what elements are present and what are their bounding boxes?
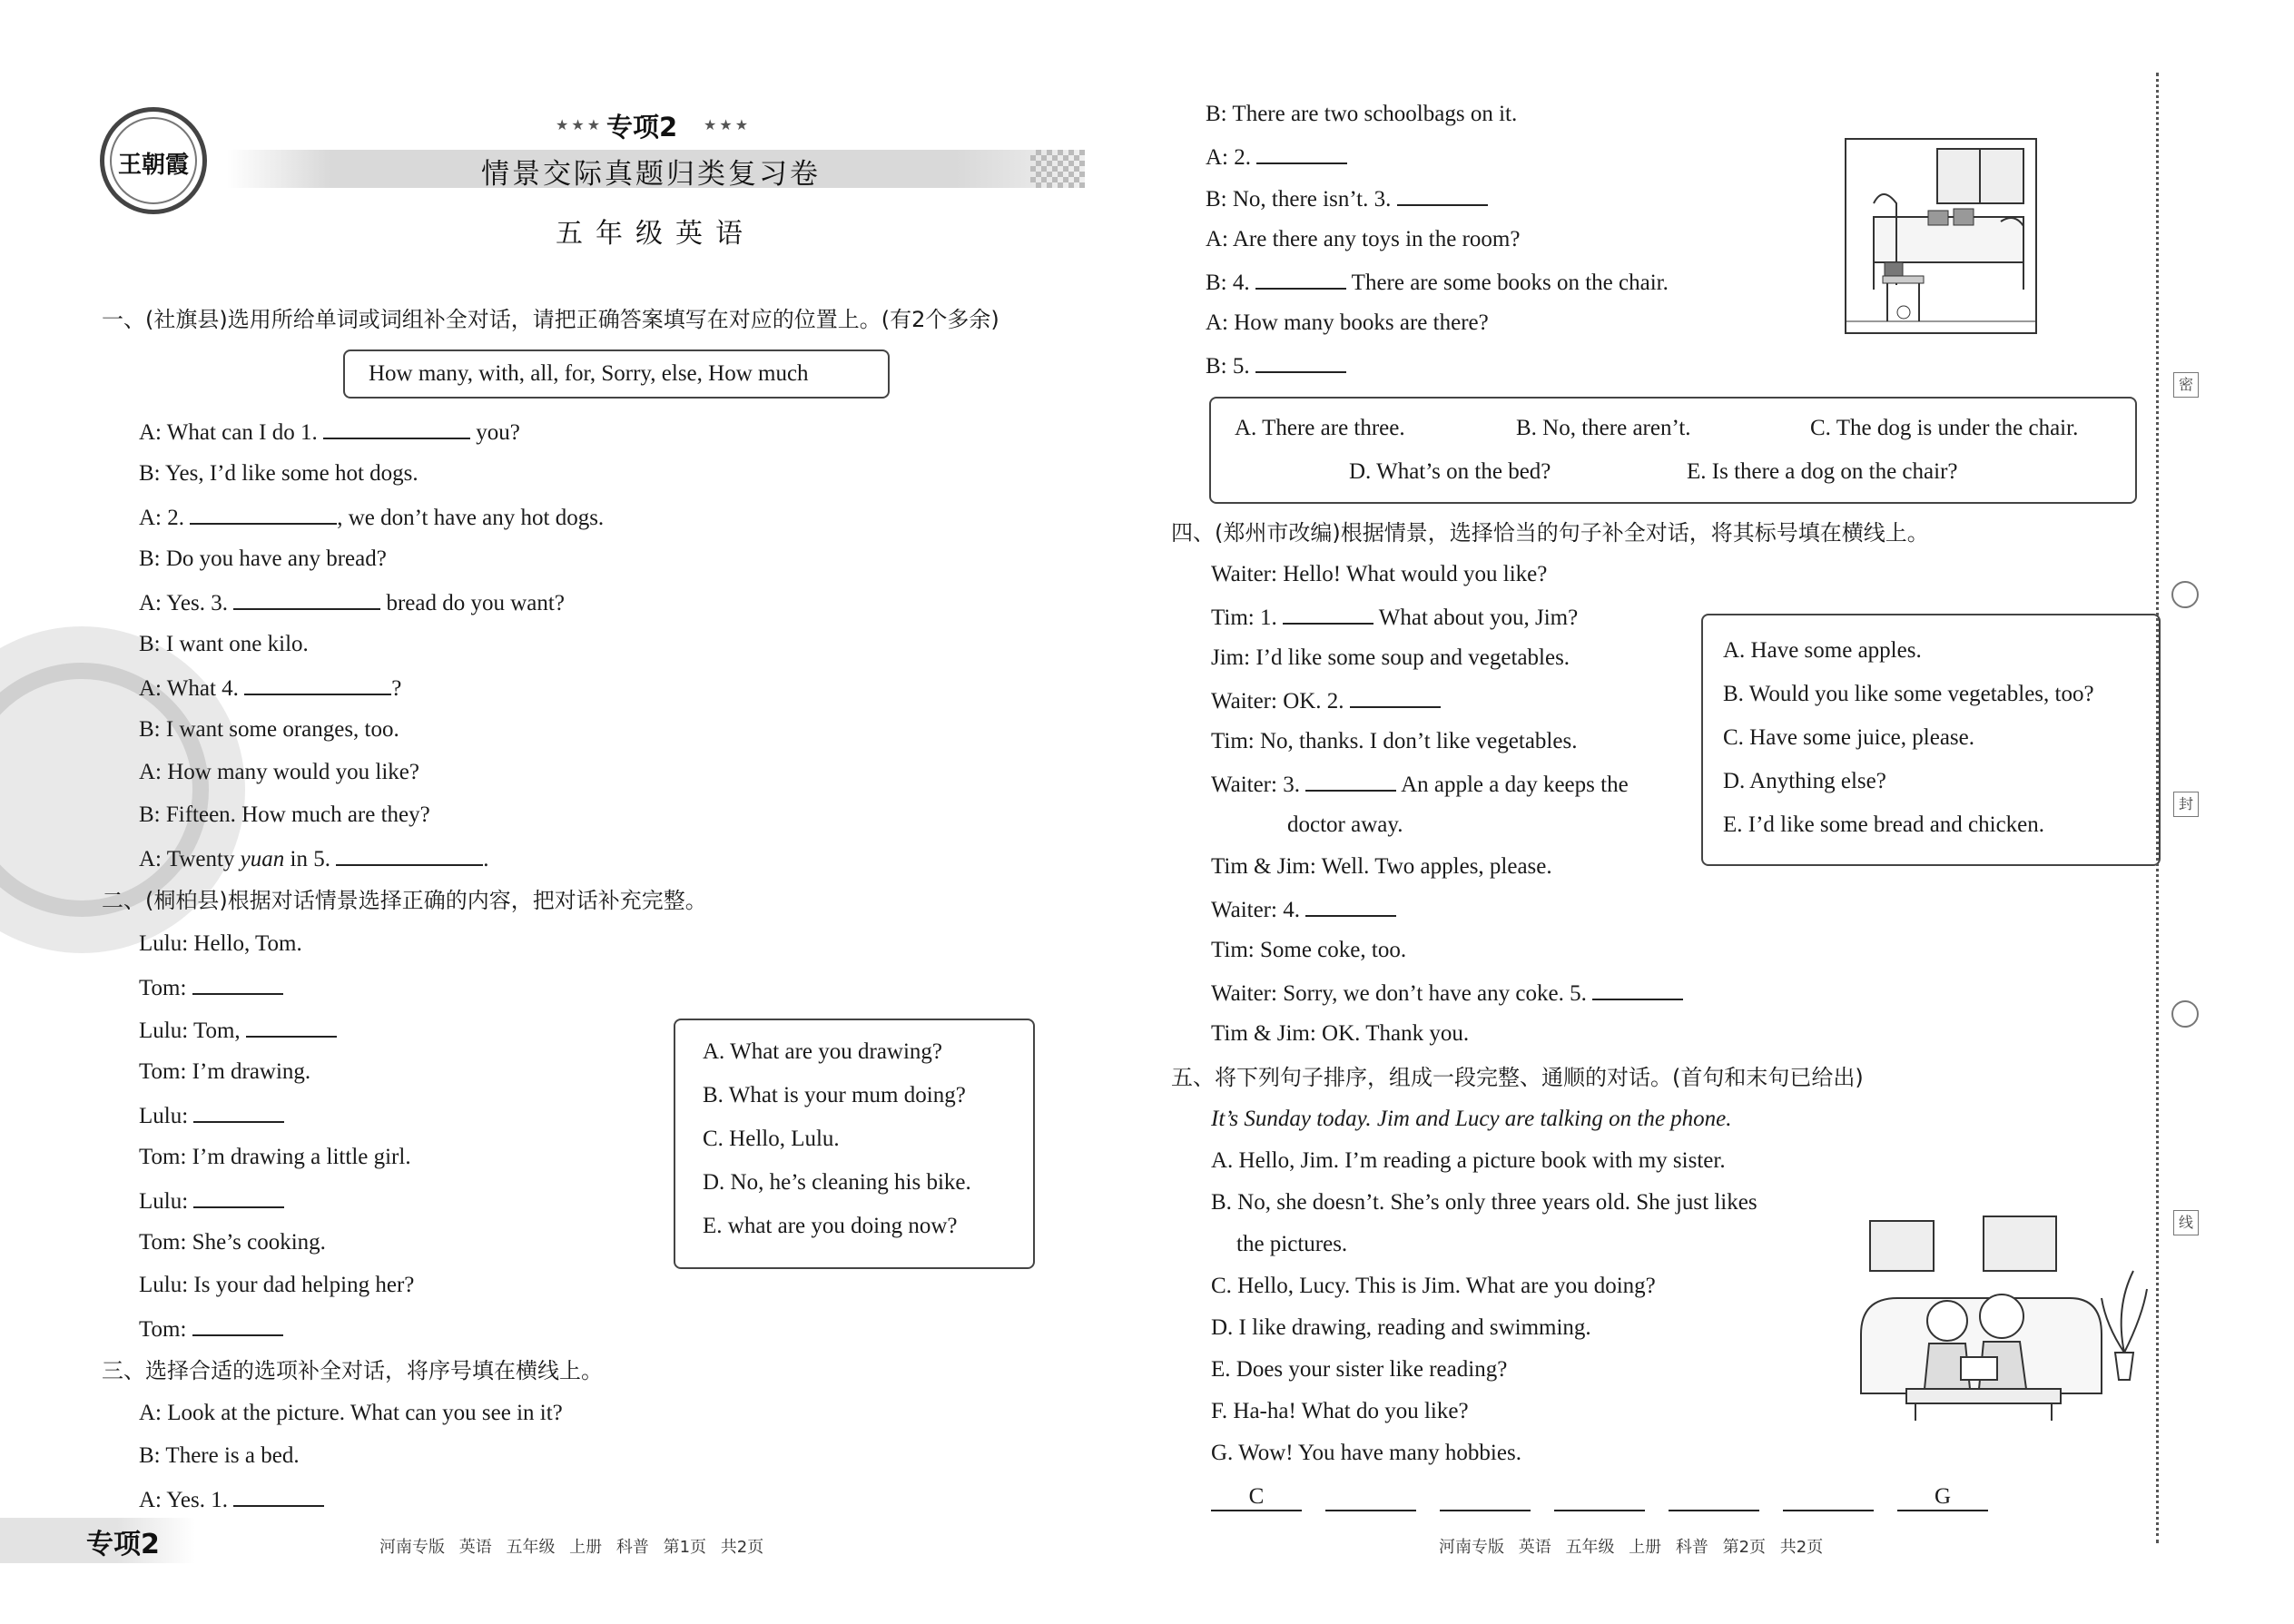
- word-box-text: How many, with, all, for, Sorry, else, How much: [369, 361, 809, 386]
- section2-heading: 二、(桐柏县)根据对话情景选择正确的内容，把对话补充完整。: [102, 888, 707, 913]
- s3-line-1: A: Look at the picture. What can you see in it?: [139, 1401, 563, 1425]
- s1-line-8: B: I want some oranges, too.: [139, 717, 399, 742]
- s2-line-7: Lulu:: [139, 1186, 284, 1216]
- s2-option-a: A. What are you drawing?: [703, 1039, 943, 1064]
- section5-heading: 五、将下列句子排序，组成一段完整、通顺的对话。(首句和末句已给出): [1171, 1065, 1864, 1090]
- blank[interactable]: [233, 1485, 324, 1507]
- s2-option-e: E. what are you doing now?: [703, 1214, 958, 1238]
- brand-logo: [100, 107, 207, 214]
- blank[interactable]: [1350, 686, 1441, 708]
- s3-option-a: A. There are three.: [1235, 416, 1405, 440]
- blank[interactable]: [1256, 143, 1347, 164]
- blank[interactable]: [244, 674, 391, 695]
- page-title: 情景交际真题归类复习卷: [481, 158, 821, 191]
- s5-line-d: D. I like drawing, reading and swimming.: [1211, 1315, 1591, 1340]
- page-subtitle: 五年级英语: [556, 218, 755, 250]
- answer-slot-5[interactable]: [1669, 1484, 1759, 1511]
- s4-line-4: Waiter: OK. 2.: [1211, 686, 1441, 715]
- s1-line-2: B: Yes, I’d like some hot dogs.: [139, 461, 418, 486]
- s5-line-b2: the pictures.: [1236, 1232, 1348, 1256]
- s4-options-box: [1701, 614, 2161, 866]
- s5-line-f: F. Ha-ha! What do you like?: [1211, 1399, 1469, 1423]
- s3-line-4: B: There are two schoolbags on it.: [1206, 102, 1518, 126]
- s3-option-d: D. What’s on the bed?: [1349, 459, 1551, 484]
- s4-line-9: Waiter: 4.: [1211, 895, 1396, 924]
- blank[interactable]: [1305, 770, 1396, 792]
- s4-line-1: Waiter: Hello! What would you like?: [1211, 562, 1548, 586]
- s1-line-3: A: 2. , we don’t have any hot dogs.: [139, 503, 604, 532]
- s2-line-4: Tom: I’m drawing.: [139, 1059, 311, 1084]
- s4-option-c: C. Have some juice, please.: [1723, 725, 1974, 750]
- s2-line-3: Lulu: Tom,: [139, 1016, 337, 1045]
- stars-right: ★★★: [704, 118, 752, 133]
- s5-line-c: C. Hello, Lucy. This is Jim. What are you doing?: [1211, 1274, 1656, 1298]
- blank[interactable]: [233, 588, 380, 610]
- footer-right: 河南专版 英语 五年级 上册 科普 第2页 共2页: [1439, 1538, 1824, 1557]
- s2-line-9: Lulu: Is your dad helping her?: [139, 1273, 415, 1297]
- s3-line-2: B: There is a bed.: [139, 1443, 300, 1468]
- blank[interactable]: [1592, 979, 1683, 1000]
- blank[interactable]: [192, 973, 283, 995]
- answer-slot-7[interactable]: G: [1897, 1484, 1988, 1511]
- s3-line-3: A: Yes. 1.: [139, 1485, 324, 1514]
- s5-intro: It’s Sunday today. Jim and Lucy are talking on the phone.: [1211, 1107, 1732, 1131]
- s4-line-2: Tim: 1. What about you, Jim?: [1211, 603, 1578, 632]
- s5-line-e: E. Does your sister like reading?: [1211, 1357, 1508, 1382]
- s3-line-7: A: Are there any toys in the room?: [1206, 227, 1521, 251]
- s2-line-2: Tom:: [139, 973, 283, 1002]
- s4-option-b: B. Would you like some vegetables, too?: [1723, 682, 2094, 706]
- kids-illustration: [1852, 1207, 2151, 1425]
- s3-line-5: A: 2.: [1206, 143, 1347, 172]
- s5-line-a: A. Hello, Jim. I’m reading a picture book with my sister.: [1211, 1148, 1726, 1173]
- section3-heading: 三、选择合适的选项补全对话，将序号填在横线上。: [102, 1358, 603, 1383]
- s3-line-9: A: How many books are there?: [1206, 310, 1489, 335]
- blank[interactable]: [246, 1016, 337, 1038]
- s3-options-box: [1209, 397, 2137, 504]
- s5-line-b: B. No, she doesn’t. She’s only three years old. She just likes: [1211, 1190, 1757, 1215]
- binding-hole-1: [2171, 581, 2199, 608]
- stars-left: ★★★: [556, 118, 604, 133]
- s1-line-5: A: Yes. 3. bread do you want?: [139, 588, 565, 617]
- binding-dotted-line: [2156, 73, 2159, 1543]
- answer-slot-6[interactable]: [1783, 1484, 1874, 1511]
- s3-option-c: C. The dog is under the chair.: [1810, 416, 2079, 440]
- s3-line-6: B: No, there isn’t. 3.: [1206, 184, 1488, 213]
- s4-line-6: Waiter: 3. An apple a day keeps the: [1211, 770, 1629, 799]
- blank[interactable]: [1255, 351, 1346, 373]
- s2-option-c: C. Hello, Lulu.: [703, 1127, 840, 1151]
- s1-line-6: B: I want one kilo.: [139, 632, 309, 656]
- footer-topic: 专项2: [86, 1529, 160, 1560]
- s3-line-10: B: 5.: [1206, 351, 1346, 380]
- blank[interactable]: [1255, 268, 1346, 290]
- blank[interactable]: [193, 1186, 284, 1208]
- s2-line-10: Tom:: [139, 1314, 283, 1343]
- s4-line-8: Tim & Jim: Well. Two apples, please.: [1211, 854, 1552, 879]
- s4-option-e: E. I’d like some bread and chicken.: [1723, 812, 2045, 837]
- binding-char-xian: 线: [2173, 1210, 2199, 1235]
- s2-line-6: Tom: I’m drawing a little girl.: [139, 1145, 411, 1169]
- s2-option-d: D. No, he’s cleaning his bike.: [703, 1170, 971, 1195]
- binding-char-feng: 封: [2173, 792, 2199, 817]
- s4-line-12: Tim & Jim: OK. Thank you.: [1211, 1021, 1470, 1046]
- binding-hole-2: [2171, 1000, 2199, 1028]
- s3-line-8: B: 4. There are some books on the chair.: [1206, 268, 1669, 297]
- footer-left: 河南专版 英语 五年级 上册 科普 第1页 共2页: [379, 1538, 764, 1557]
- s2-options-box: [674, 1019, 1035, 1269]
- answer-slot-4[interactable]: [1554, 1484, 1645, 1511]
- s4-option-d: D. Anything else?: [1723, 769, 1886, 793]
- s4-line-10: Tim: Some coke, too.: [1211, 938, 1407, 962]
- blank[interactable]: [192, 1314, 283, 1336]
- s4-option-a: A. Have some apples.: [1723, 638, 1922, 663]
- blank[interactable]: [193, 1101, 284, 1123]
- s2-option-b: B. What is your mum doing?: [703, 1083, 966, 1107]
- s5-line-g: G. Wow! You have many hobbies.: [1211, 1441, 1521, 1465]
- s2-line-1: Lulu: Hello, Tom.: [139, 931, 302, 956]
- binding-char-mi: 密: [2173, 372, 2199, 398]
- s2-line-8: Tom: She’s cooking.: [139, 1230, 326, 1255]
- blank[interactable]: [1305, 895, 1396, 917]
- s1-line-4: B: Do you have any bread?: [139, 546, 387, 571]
- section1-heading: 一、(社旗县)选用所给单词或词组补全对话，请把正确答案填写在对应的位置上。(有2个多余): [102, 307, 999, 332]
- blank[interactable]: [336, 844, 483, 866]
- answer-slot-1[interactable]: C: [1211, 1484, 1302, 1511]
- blank[interactable]: [190, 503, 337, 525]
- s4-line-3: Jim: I’d like some soup and vegetables.: [1211, 645, 1570, 670]
- s1-line-7: A: What 4. ?: [139, 674, 401, 703]
- s4-line-7: doctor away.: [1287, 812, 1403, 837]
- blank[interactable]: [1397, 184, 1488, 206]
- brand-name: 王朝霞: [117, 152, 189, 179]
- s4-line-5: Tim: No, thanks. I don’t like vegetables.: [1211, 729, 1578, 753]
- answer-slot-3[interactable]: [1440, 1484, 1531, 1511]
- bedroom-illustration: [1846, 140, 2035, 332]
- blank[interactable]: [323, 418, 470, 439]
- s1-line-1: A: What can I do 1. you?: [139, 418, 520, 447]
- s3-option-b: B. No, there aren’t.: [1516, 416, 1691, 440]
- s4-line-11: Waiter: Sorry, we don’t have any coke. 5.: [1211, 979, 1683, 1008]
- word-box: [343, 349, 890, 399]
- s3-option-e: E. Is there a dog on the chair?: [1687, 459, 1958, 484]
- answer-slot-2[interactable]: [1325, 1484, 1416, 1511]
- kids-reading-picture: [1852, 1207, 2151, 1425]
- s1-line-10: B: Fifteen. How much are they?: [139, 802, 430, 827]
- s2-line-5: Lulu:: [139, 1101, 284, 1130]
- blank[interactable]: [1283, 603, 1373, 625]
- topic-label: 专项2: [606, 112, 678, 143]
- s1-line-11: A: Twenty yuan in 5. .: [139, 844, 488, 873]
- section4-heading: 四、(郑州市改编)根据情景，选择恰当的句子补全对话，将其标号填在横线上。: [1171, 520, 1929, 546]
- s1-line-9: A: How many would you like?: [139, 760, 419, 784]
- bedroom-picture: [1845, 138, 2037, 334]
